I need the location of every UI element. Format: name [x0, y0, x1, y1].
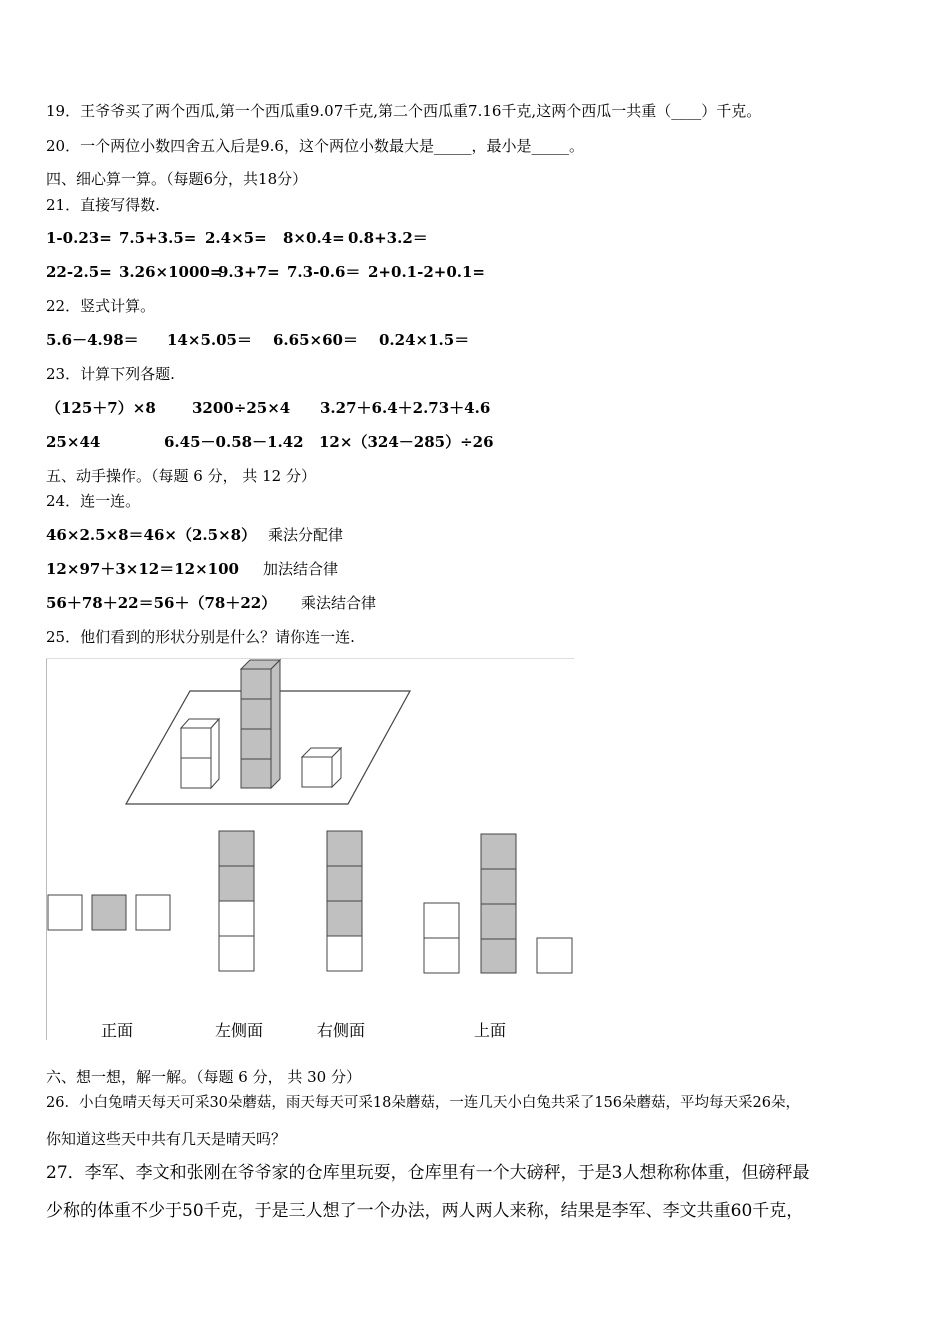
question-19: 19．王爷爷买了两个西瓜,第一个西瓜重9.07千克,第二个西瓜重7.16千克,这两个西瓜一共重（____）千克。: [46, 102, 762, 120]
question-21: 21．直接写得数.: [46, 196, 160, 214]
view-left: [219, 831, 254, 971]
q21-item: 8×0.4=: [283, 229, 345, 247]
q21-item: 3.26×1000=: [119, 263, 223, 281]
q21-item: 7.5+3.5=: [119, 229, 197, 247]
q23-item: 25×44: [46, 433, 101, 451]
question-23: 23．计算下列各题.: [46, 365, 175, 383]
q21-row-1: [46, 228, 428, 248]
q22-item: 5.6－4.98＝: [46, 331, 139, 349]
q21-item: 0.8+3.2＝: [348, 229, 428, 247]
section-4-heading: 四、细心算一算。（每题6分，共18分）: [46, 170, 308, 188]
q24-expression: 46×2.5×8＝46×（2.5×8）: [46, 526, 257, 544]
question-22: 22．竖式计算。: [46, 297, 156, 315]
view-front: [48, 895, 170, 930]
q23-item: （125＋7）×8: [46, 399, 156, 417]
q21-item: 2+0.1-2+0.1=: [368, 263, 485, 281]
q22-row: [46, 330, 469, 350]
section-6-heading: 六、想一想，解一解。（每题 6 分， 共 30 分）: [46, 1068, 361, 1086]
q24-expression: 12×97＋3×12＝12×100: [46, 560, 239, 578]
q22-item: 14×5.05＝: [167, 331, 252, 349]
q24-law: 乘法结合律: [301, 594, 377, 612]
cube-views-figure: [46, 658, 574, 1040]
section-5-heading: 五、动手操作。（每题 6 分， 共 12 分）: [46, 467, 316, 485]
q21-item: 9.3+7=: [218, 263, 280, 281]
view-label-top: 上面: [474, 1021, 507, 1040]
stack-tall-cubes: [241, 660, 280, 788]
view-label-left: 左侧面: [215, 1021, 264, 1040]
q23-item: 12×（324－285）÷26: [319, 433, 494, 451]
q22-item: 6.65×60＝: [273, 331, 358, 349]
q21-item: 1-0.23=: [46, 229, 112, 247]
q23-item: 3200÷25×4: [192, 399, 291, 417]
q24-expression: 56＋78＋22＝56＋（78＋22）: [46, 594, 277, 612]
question-27-line-2: 少称的体重不少于50千克，于是三人想了一个办法，两人两人来称，结果是李军、李文共重60千克，: [46, 1201, 804, 1221]
question-20: 20．一个两位小数四舍五入后是9.6，这个两位小数最大是_____，最小是_____。: [46, 137, 584, 155]
question-26-line-1: 26．小白兔晴天每天可采30朵蘑菇，雨天每天可采18朵蘑菇，一连几天小白兔共采了156朵蘑菇，平均每天采26朵，: [46, 1095, 800, 1111]
q21-item: 2.4×5=: [205, 229, 267, 247]
question-24: 24．连一连。: [46, 492, 141, 510]
view-right: [327, 831, 362, 971]
stack-left-cubes: [181, 719, 219, 788]
q21-item: 22-2.5=: [46, 263, 112, 281]
q21-item: 7.3-0.6＝: [287, 263, 361, 281]
q23-row-2: [46, 432, 494, 452]
q21-row-2: [46, 262, 485, 282]
view-label-right: 右侧面: [317, 1021, 366, 1040]
question-26-line-2: 你知道这些天中共有几天是晴天吗？: [46, 1130, 287, 1148]
q24-law: 加法结合律: [263, 560, 339, 578]
view-label-front: 正面: [101, 1021, 134, 1040]
q24-law: 乘法分配律: [268, 526, 344, 544]
q23-item: 6.45－0.58－1.42: [164, 433, 304, 451]
q23-row-1: [46, 398, 490, 418]
view-top: [424, 834, 572, 973]
question-25: 25．他们看到的形状分别是什么？请你连一连.: [46, 628, 355, 646]
q23-item: 3.27＋6.4＋2.73＋4.6: [320, 399, 491, 417]
question-27-line-1: 27．李军、李文和张刚在爷爷家的仓库里玩耍，仓库里有一个大磅秤，于是3人想称称体重，但磅秤最: [46, 1163, 810, 1183]
single-cube: [302, 748, 341, 787]
q22-item: 0.24×1.5＝: [379, 331, 470, 349]
